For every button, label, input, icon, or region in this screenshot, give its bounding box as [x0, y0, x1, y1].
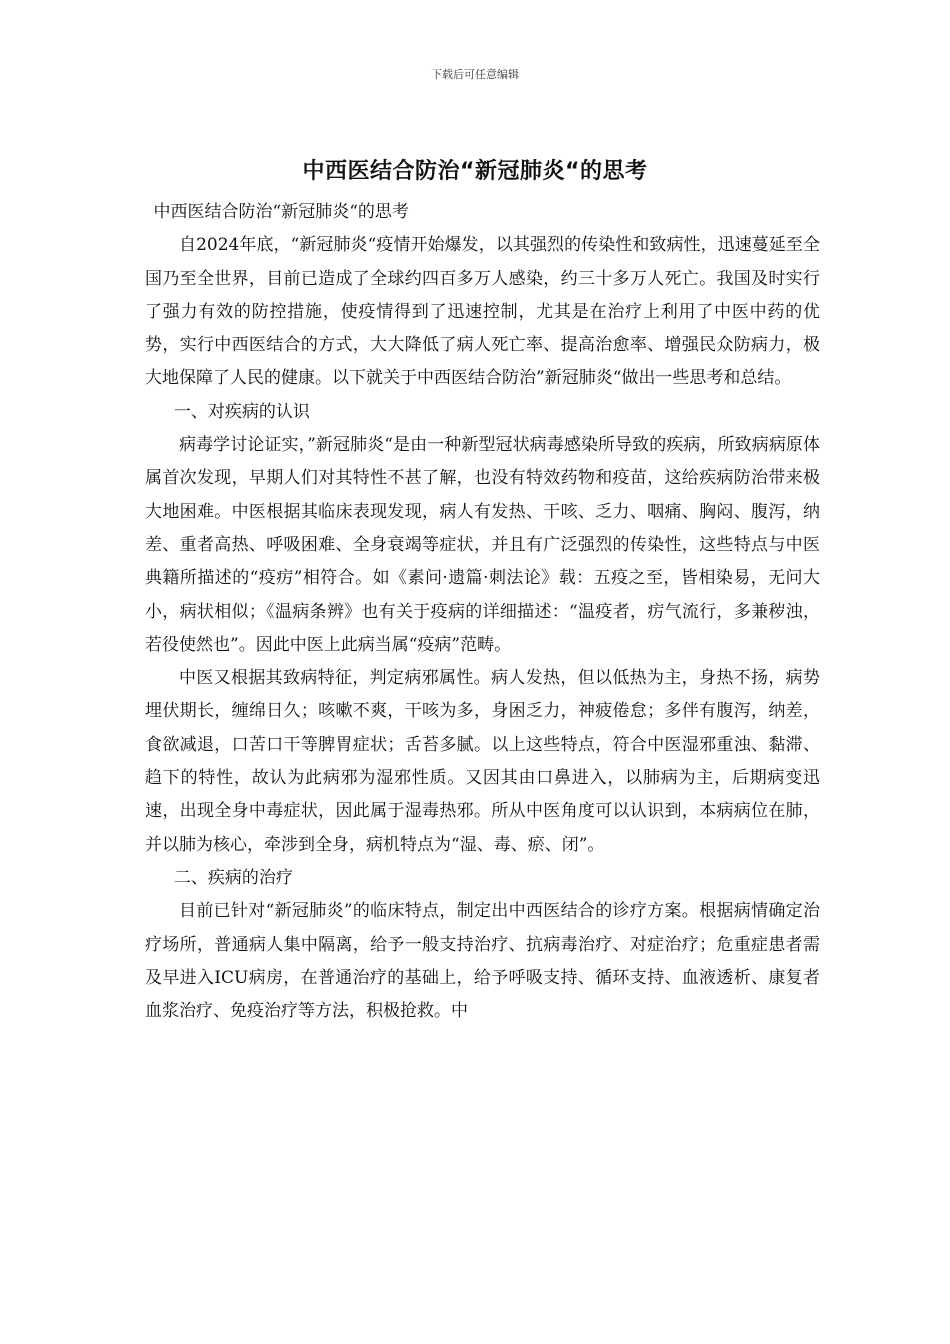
- section-heading-1: 一、对疾病的认识: [173, 401, 310, 422]
- document-subtitle: 中西医结合防治“新冠肺炎“的思考: [153, 202, 409, 222]
- paragraph-pathogen-nature: 中医又根据其致病特征，判定病邪属性。病人发热，但以低热为主，身热不扬，病势埋伏期长，缠绵日久；咳嗽不爽，干咳为多，身困乏力，神疲倦怠；多伴有腹泻，纳差，食欲减退，口苦口干等脾胃症状；舌苔多腻。以上这些特点，符合中医湿邪重浊、黏滞、趋下的特性，故认为此病邪为湿邪性质。又因其由口鼻进入，以肺病为主，后期病变迅速，出现全身中毒症状，因此属于湿毒热邪。所从中医角度可以认识到，本病病位在肺，并以肺为核心，牵涉到全身，病机特点为“湿、毒、瘀、闭”。: [145, 668, 820, 855]
- page-header: 下载后可任意编辑: [431, 68, 519, 81]
- paragraph-treatment: 目前已针对“新冠肺炎”的临床特点，制定出中西医结合的诊疗方案。根据病情确定治疗场所，普通病人集中隔离，给予一般支持治疗、抗病毒治疗、对症治疗；危重症患者需及早进入ICU病房，在普通治疗的基础上，给予呼吸支持、循环支持、血液透析、康复者血浆治疗、免疫治疗等方法，积极抢救。中: [145, 901, 820, 1022]
- document-title: 中西医结合防治“新冠肺炎“的思考: [302, 159, 648, 184]
- paragraph-intro: 自2024年底，“新冠肺炎“疫情开始爆发，以其强烈的传染性和致病性，迅速蔓延至全国乃至全世界，目前已造成了全球约四百多万人感染，约三十多万人死亡。我国及时实行了强力有效的防控措施，使疫情得到了迅速控制，尤其是在治疗上利用了中医中药的优势，实行中西医结合的方式，大大降低了病人死亡率、提高治愈率、增强民众防病力，极大地保障了人民的健康。以下就关于中西医结合防治”新冠肺炎“做出一些思考和总结。: [145, 235, 820, 389]
- paragraph-disease-understanding: 病毒学讨论证实，”新冠肺炎“是由一种新型冠状病毒感染所导致的疾病，所致病病原体属首次发现，早期人们对其特性不甚了解，也没有特效药物和疫苗，这给疾病防治带来极大地困难。中医根据其临床表现发现，病人有发热、干咳、乏力、咽痛、胸闷、腹泻，纳差、重者高热、呼吸困难、全身衰竭等症状，并且有广泛强烈的传染性，这些特点与中医典籍所描述的“疫疠”相符合。如《素问·遗篇·刺法论》载：五疫之至，皆相染易，无问大小，病状相似；《温病条辨》也有关于疫病的详细描述：“温疫者，疠气流行，多兼秽浊，若役使然也”。因此中医上此病当属“疫病”范畴。: [145, 435, 820, 655]
- section-heading-2: 二、疾病的治疗: [173, 867, 293, 888]
- document-body: [145, 196, 820, 1028]
